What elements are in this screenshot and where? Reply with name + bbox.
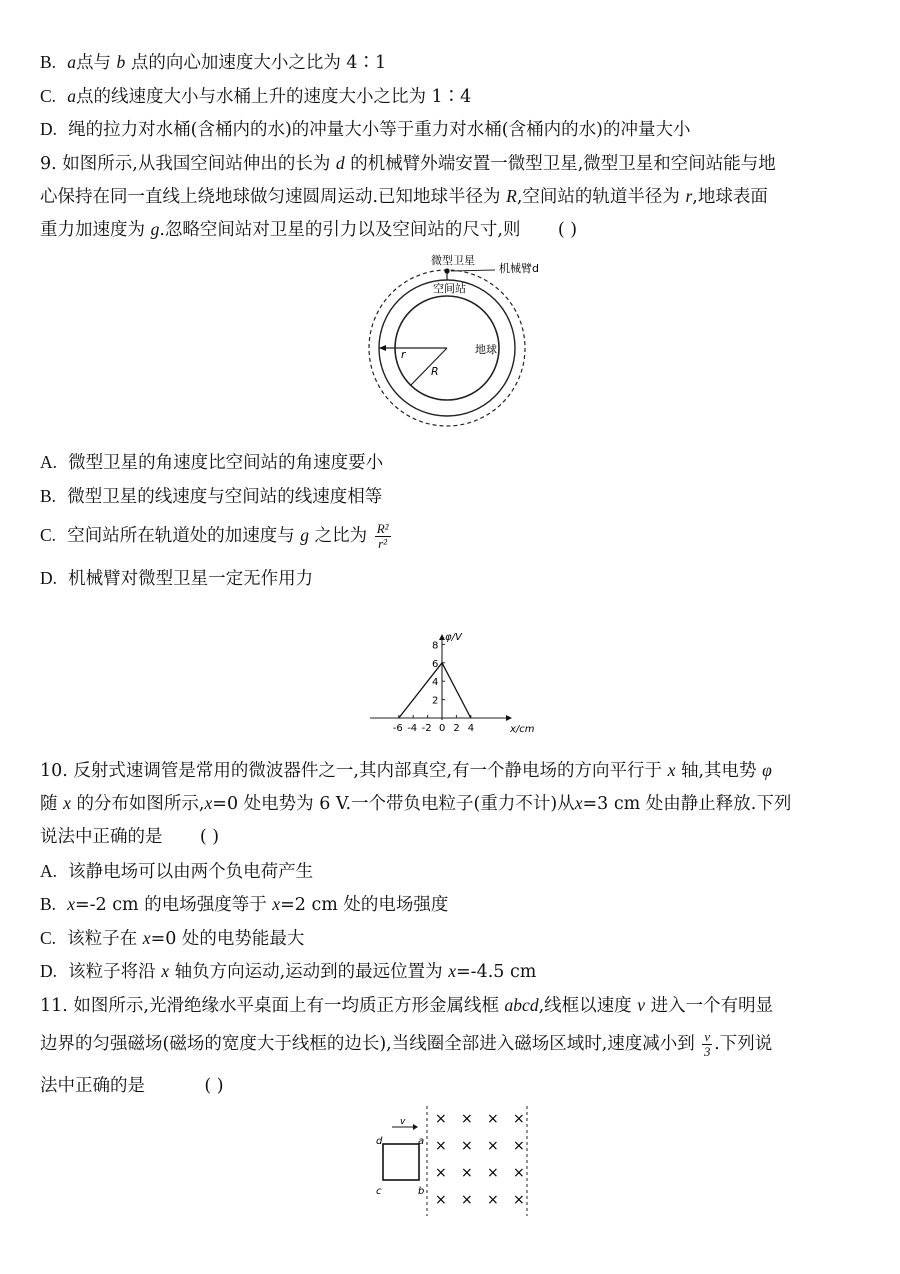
- q10-option-d: [40, 959, 536, 984]
- option-text: 该粒子将沿: [68, 962, 156, 982]
- option-text: 点的线速度大小与水桶上升的速度大小之比为 1∶4: [75, 87, 472, 107]
- x-tick-label: 2: [453, 723, 460, 734]
- magnetic-field-diagram: [370, 1104, 540, 1219]
- q10-stem-line2: [40, 791, 791, 816]
- arrow-head: [379, 345, 386, 351]
- option-label: B.: [40, 52, 57, 72]
- field-cross: ×: [435, 1138, 447, 1154]
- stem-text: 的机械臂外端安置一微型卫星,微型卫星和空间站能与地: [350, 154, 776, 174]
- stem-text: 10. 反射式速调管是常用的微波器件之一,其内部真空,有一个静电场的方向平行于: [40, 761, 663, 781]
- field-cross: ×: [513, 1138, 525, 1154]
- q10-option-b: [40, 892, 448, 917]
- fraction-denominator: 3: [704, 1044, 711, 1059]
- stem-text: ,空间站的轨道半径为: [516, 187, 680, 207]
- field-cross: ×: [461, 1138, 473, 1154]
- stem-text: 随: [40, 794, 58, 814]
- option-text: 微型卫星的线速度与空间站的线速度相等: [67, 487, 383, 507]
- q11-stem-line3: [40, 1074, 243, 1098]
- q8-option-c: [40, 84, 471, 109]
- var-a: a: [67, 86, 76, 106]
- option-label: D.: [40, 961, 58, 981]
- var-x: x: [161, 961, 170, 981]
- stem-text: 边界的匀强磁场(磁场的宽度大于线框的边长),当线圈全部进入磁场区域时,速度减小到: [40, 1034, 695, 1054]
- stem-text: 重力加速度为: [40, 220, 145, 240]
- option-text: =-4.5 cm: [456, 962, 537, 982]
- label-d: d: [376, 1136, 383, 1147]
- option-label: C.: [40, 928, 57, 948]
- label-r: r: [401, 348, 406, 361]
- stem-text: ,地球表面: [692, 187, 768, 207]
- q10-option-a: [40, 859, 313, 884]
- field-cross: ×: [435, 1111, 447, 1127]
- q11-stem-line2: [40, 1030, 772, 1059]
- answer-paren: ( ): [199, 827, 220, 847]
- var-phi: φ: [762, 760, 772, 780]
- square-loop: [383, 1144, 419, 1180]
- option-text: 绳的拉力对水桶(含桶内的水)的冲量大小等于重力对水桶(含桶内的水)的冲量大小: [68, 120, 691, 140]
- option-label: C.: [40, 525, 57, 545]
- var-R: R: [506, 186, 517, 206]
- var-x: x: [63, 793, 71, 813]
- option-text: 轴负方向运动,运动到的最远位置为: [174, 962, 443, 982]
- q10-stem-line1: [40, 758, 772, 783]
- x-tick-label: 4: [467, 723, 475, 734]
- y-tick-label: 2: [432, 695, 439, 707]
- stem-text: 9. 如图所示,从我国空间站伸出的长为: [40, 154, 331, 174]
- field-cross: ×: [487, 1138, 499, 1154]
- q9-option-c: [40, 522, 393, 551]
- field-crosses: [435, 1111, 525, 1208]
- fraction-R2-r2: [375, 522, 391, 551]
- field-cross: ×: [461, 1165, 473, 1181]
- potential-line: [399, 663, 471, 718]
- option-label: D.: [40, 568, 58, 588]
- stem-text: 说法中正确的是: [40, 827, 163, 847]
- option-text: 该静电场可以由两个负电荷产生: [68, 862, 314, 882]
- label-a: a: [418, 1136, 425, 1147]
- field-cross: ×: [487, 1111, 499, 1127]
- stem-text: =0 处电势为 6 V.一个带负电粒子(重力不计)从: [212, 794, 575, 814]
- var-a: a: [67, 52, 76, 72]
- fraction-numerator: v: [704, 1029, 711, 1044]
- field-cross: ×: [513, 1192, 525, 1208]
- label-v: v: [400, 1117, 406, 1127]
- label-R: R: [431, 365, 439, 378]
- q9-option-d: [40, 566, 313, 591]
- velocity-arrow-head: [413, 1124, 418, 1130]
- y-tick-label: 4: [432, 677, 439, 689]
- var-g: g: [300, 525, 310, 545]
- label-b: b: [418, 1186, 425, 1197]
- stem-text: 法中正确的是: [40, 1076, 145, 1096]
- var-x: x: [204, 793, 213, 813]
- var-b: b: [116, 52, 126, 72]
- arm-leader: [451, 270, 495, 271]
- option-label: B.: [40, 486, 57, 506]
- option-text: 之比为: [314, 526, 368, 546]
- q9-stem-line1: [40, 151, 776, 176]
- potential-graph: [360, 628, 550, 740]
- y-tick-label: 6: [432, 658, 439, 670]
- var-g: g: [150, 219, 160, 239]
- option-text: =2 cm 处的电场强度: [280, 895, 449, 915]
- q9-stem-line3: [40, 217, 596, 242]
- var-r: r: [685, 186, 693, 206]
- x-axis-label: x/cm: [510, 724, 535, 735]
- q10-option-c: [40, 926, 304, 951]
- y-axis-label: φ/V: [445, 632, 462, 643]
- option-text: =0 处的电势能最大: [150, 929, 305, 949]
- stem-text: =3 cm 处由静止释放.下列: [582, 794, 792, 814]
- var-x: x: [272, 894, 281, 914]
- label-satellite: 微型卫星: [431, 254, 475, 267]
- x-axis-arrow: [506, 715, 512, 721]
- q11-stem-line1: [40, 993, 773, 1018]
- label-c: c: [376, 1186, 382, 1197]
- option-text: =-2 cm 的电场强度等于: [74, 895, 267, 915]
- fraction-denominator: r²: [378, 536, 388, 551]
- radius-R-line: [411, 348, 447, 385]
- option-text: 点与: [75, 53, 111, 73]
- var-abcd: abcd: [504, 995, 539, 1015]
- stem-text: .忽略空间站对卫星的引力以及空间站的尺寸,则: [159, 220, 521, 240]
- stem-text: ,线框以速度: [538, 996, 632, 1016]
- x-tick-label: -2: [421, 723, 432, 734]
- var-v: v: [637, 995, 645, 1015]
- orbit-diagram: [365, 250, 555, 440]
- option-label: B.: [40, 894, 57, 914]
- option-label: D.: [40, 119, 58, 139]
- var-x: x: [574, 793, 583, 813]
- stem-text: .下列说: [714, 1034, 773, 1054]
- x-tick-label: -4: [407, 723, 418, 734]
- answer-paren: ( ): [557, 220, 578, 240]
- field-cross: ×: [487, 1165, 499, 1181]
- option-text: 微型卫星的角速度比空间站的角速度要小: [68, 453, 384, 473]
- fraction-numerator: R²: [376, 521, 389, 536]
- x-tick-label: 0: [439, 723, 446, 734]
- answer-paren: ( ): [204, 1076, 224, 1096]
- option-text: 点的向心加速度大小之比为 4∶1: [130, 53, 387, 73]
- field-cross: ×: [513, 1165, 525, 1181]
- stem-text: 轴,其电势: [680, 761, 757, 781]
- var-x: x: [667, 760, 676, 780]
- field-cross: ×: [461, 1192, 473, 1208]
- q8-option-d: [40, 117, 690, 142]
- option-label: A.: [40, 452, 58, 472]
- stem-text: 进入一个有明显: [650, 996, 774, 1016]
- stem-text: 的分布如图所示,: [76, 794, 205, 814]
- option-label: A.: [40, 861, 58, 881]
- label-arm: 机械臂d: [499, 262, 539, 275]
- field-cross: ×: [513, 1111, 525, 1127]
- y-tick-label: 8: [432, 640, 439, 652]
- q8-option-b: [40, 50, 386, 75]
- option-label: C.: [40, 86, 57, 106]
- label-station: 空间站: [433, 282, 466, 295]
- field-cross: ×: [435, 1192, 447, 1208]
- var-d: d: [335, 153, 345, 173]
- stem-text: 心保持在同一直线上绕地球做匀速圆周运动.已知地球半径为: [40, 187, 501, 207]
- option-text: 空间站所在轨道处的加速度与: [67, 526, 295, 546]
- fraction-v-3: [702, 1030, 712, 1059]
- q9-option-a: [40, 450, 383, 475]
- q9-option-b: [40, 484, 382, 509]
- field-cross: ×: [435, 1165, 447, 1181]
- q9-stem-line2: [40, 184, 768, 209]
- option-text: 机械臂对微型卫星一定无作用力: [68, 569, 314, 589]
- label-earth: 地球: [475, 343, 497, 356]
- option-text: 该粒子在: [67, 929, 138, 949]
- graph-axes: [370, 634, 512, 721]
- var-x: x: [142, 928, 151, 948]
- field-cross: ×: [461, 1111, 473, 1127]
- var-x: x: [67, 894, 75, 914]
- field-cross: ×: [487, 1192, 499, 1208]
- satellite-dot: [444, 268, 449, 273]
- stem-text: 11. 如图所示,光滑绝缘水平桌面上有一均质正方形金属线框: [40, 996, 499, 1016]
- q10-stem-line3: [40, 825, 239, 849]
- var-x: x: [448, 961, 457, 981]
- x-tick-label: -6: [392, 723, 403, 734]
